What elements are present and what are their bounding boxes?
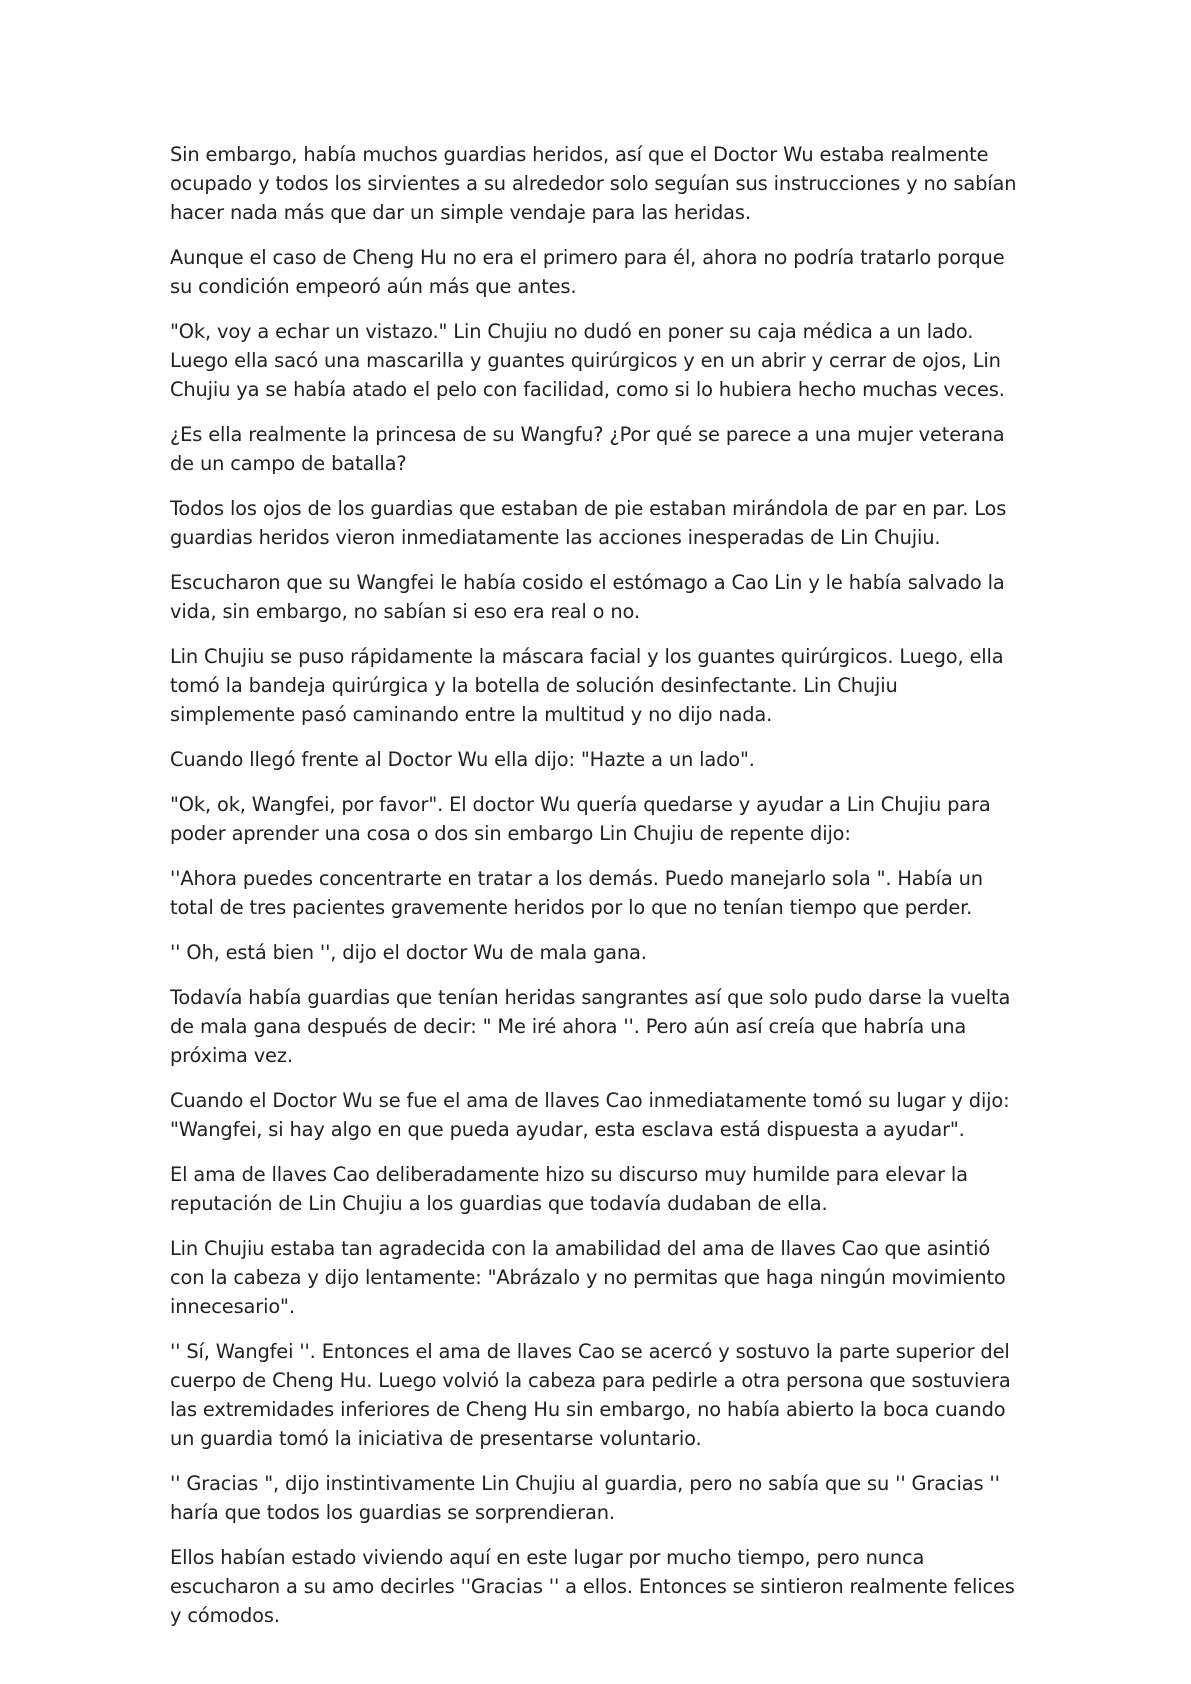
paragraph-12: Todavía había guardias que tenían heridas sangrantes así que solo pudo darse la vuelta de mala gana después de decir: " Me iré ahora ''. Pero aún así creía que habría una próxima vez. — [170, 986, 1011, 1067]
paragraph-10: ''Ahora puedes concentrarte en tratar a los demás. Puedo manejarlo sola ". Había un total de tres pacientes gravemente heridos por lo que no tenían tiempo que perder. — [170, 867, 983, 919]
paragraph-9: "Ok, ok, Wangfei, por favor". El doctor Wu quería quedarse y ayudar a Lin Chujiu para poder aprender una cosa o dos sin embargo Lin Chujiu de repente dijo: — [170, 793, 991, 845]
paragraph-6: Escucharon que su Wangfei le había cosido el estómago a Cao Lin y le había salvado la vida, sin embargo, no sabían si eso era real o no. — [170, 571, 1005, 623]
paragraph-13: Cuando el Doctor Wu se fue el ama de llaves Cao inmediatamente tomó su lugar y dijo: "Wangfei, si hay algo en que pueda ayudar, esta esclava está dispuesta a ayudar". — [170, 1089, 1010, 1141]
paragraph-7: Lin Chujiu se puso rápidamente la máscara facial y los guantes quirúrgicos. Luego, ella tomó la bandeja quirúrgica y la botella de solución desinfectante. Lin Chujiu simplemente pasó caminando entre la multitud y no dijo nada. — [170, 645, 1004, 726]
paragraph-15: Lin Chujiu estaba tan agradecida con la amabilidad del ama de llaves Cao que asintió con la cabeza y dijo lentamente: "Abrázalo y no permitas que haga ningún movimiento innecesario". — [170, 1237, 1006, 1318]
paragraph-14: El ama de llaves Cao deliberadamente hizo su discurso muy humilde para elevar la reputación de Lin Chujiu a los guardias que todavía dudaban de ella. — [170, 1163, 968, 1215]
paragraph-16: '' Sí, Wangfei ''. Entonces el ama de llaves Cao se acercó y sostuvo la parte superior del cuerpo de Cheng Hu. Luego volvió la cabeza para pedirle a otra persona que sostuviera las extremidades inferiores de Cheng Hu sin embargo, no había abierto la boca cuando un guardia tomó la iniciativa de presentarse voluntario. — [170, 1340, 1011, 1450]
paragraph-8: Cuando llegó frente al Doctor Wu ella dijo: "Hazte a un lado". — [170, 748, 755, 771]
paragraph-2: Aunque el caso de Cheng Hu no era el primero para él, ahora no podría tratarlo porque su condición empeoró aún más que antes. — [170, 246, 1005, 298]
paragraph-5: Todos los ojos de los guardias que estaban de pie estaban mirándola de par en par. Los guardias heridos vieron inmediatamente las acciones inesperadas de Lin Chujiu. — [170, 497, 1007, 549]
paragraph-11: '' Oh, está bien '', dijo el doctor Wu de mala gana. — [170, 941, 647, 964]
paragraph-3: "Ok, voy a echar un vistazo." Lin Chujiu no dudó en poner su caja médica a un lado. Luego ella sacó una mascarilla y guantes quirúrgicos y en un abrir y cerrar de ojos, Lin Chujiu ya se había atado el pelo con facilidad, como si lo hubiera hecho muchas veces. — [170, 320, 1005, 401]
paragraph-4: ¿Es ella realmente la princesa de su Wangfu? ¿Por qué se parece a una mujer veterana de un campo de batalla? — [170, 423, 1005, 475]
paragraph-18: Ellos habían estado viviendo aquí en este lugar por mucho tiempo, pero nunca escucharon a su amo decirles ''Gracias '' a ellos. Entonces se sintieron realmente felices y cómodos. — [170, 1546, 1015, 1627]
document-body — [170, 140, 1025, 1646]
paragraph-1: Sin embargo, había muchos guardias heridos, así que el Doctor Wu estaba realmente ocupado y todos los sirvientes a su alrededor solo seguían sus instrucciones y no sabían hacer nada más que dar un simple vendaje para las heridas. — [170, 143, 1017, 224]
paragraph-17: '' Gracias ", dijo instintivamente Lin Chujiu al guardia, pero no sabía que su '' Gracias '' haría que todos los guardias se sorprendieran. — [170, 1472, 1000, 1524]
